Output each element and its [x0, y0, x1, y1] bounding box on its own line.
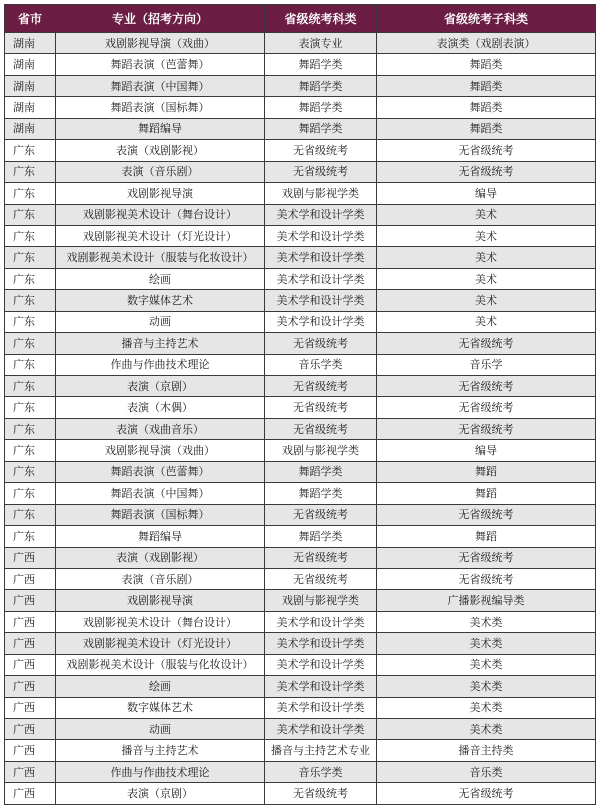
cell-province: 广东 — [5, 397, 56, 418]
table-body — [5, 33, 596, 805]
table-row — [5, 697, 596, 718]
cell-exam-subcategory: 舞蹈 — [377, 461, 596, 482]
cell-exam-subcategory: 美术类 — [377, 611, 596, 632]
cell-exam-subcategory: 无省级统考 — [377, 161, 596, 182]
cell-province: 广东 — [5, 354, 56, 375]
cell-major: 舞蹈表演（芭蕾舞） — [56, 54, 265, 75]
cell-province: 湖南 — [5, 33, 56, 54]
cell-major: 舞蹈编导 — [56, 118, 265, 139]
cell-major: 戏剧影视美术设计（服装与化妆设计） — [56, 654, 265, 675]
cell-exam-subcategory: 美术类 — [377, 654, 596, 675]
table-row — [5, 161, 596, 182]
cell-exam-category: 音乐学类 — [265, 761, 377, 782]
table-row — [5, 568, 596, 589]
cell-province: 广东 — [5, 311, 56, 332]
cell-exam-category: 美术学和设计学类 — [265, 697, 377, 718]
cell-province: 广东 — [5, 204, 56, 225]
cell-major: 动画 — [56, 719, 265, 740]
cell-exam-category: 舞蹈学类 — [265, 118, 377, 139]
table-row — [5, 526, 596, 547]
cell-exam-category: 舞蹈学类 — [265, 483, 377, 504]
cell-major: 舞蹈表演（中国舞） — [56, 75, 265, 96]
cell-exam-subcategory: 舞蹈 — [377, 483, 596, 504]
table-row — [5, 354, 596, 375]
cell-province: 广东 — [5, 140, 56, 161]
cell-exam-subcategory: 美术类 — [377, 633, 596, 654]
cell-exam-category: 美术学和设计学类 — [265, 611, 377, 632]
cell-exam-subcategory: 无省级统考 — [377, 418, 596, 439]
cell-major: 数字媒体艺术 — [56, 290, 265, 311]
cell-exam-category: 舞蹈学类 — [265, 75, 377, 96]
cell-exam-subcategory: 播音主持类 — [377, 740, 596, 761]
cell-major: 表演（音乐剧） — [56, 568, 265, 589]
table-row — [5, 547, 596, 568]
table-row — [5, 719, 596, 740]
admissions-table — [4, 4, 596, 805]
cell-exam-category: 戏剧与影视学类 — [265, 440, 377, 461]
cell-province: 广西 — [5, 654, 56, 675]
cell-exam-category: 无省级统考 — [265, 161, 377, 182]
cell-major: 播音与主持艺术 — [56, 740, 265, 761]
cell-exam-subcategory: 无省级统考 — [377, 397, 596, 418]
cell-major: 播音与主持艺术 — [56, 333, 265, 354]
cell-province: 广东 — [5, 247, 56, 268]
cell-exam-subcategory: 美术 — [377, 311, 596, 332]
cell-exam-category: 舞蹈学类 — [265, 526, 377, 547]
cell-major: 舞蹈表演（国标舞） — [56, 504, 265, 525]
cell-exam-category: 美术学和设计学类 — [265, 247, 377, 268]
cell-province: 广西 — [5, 761, 56, 782]
cell-province: 广西 — [5, 719, 56, 740]
table-row — [5, 311, 596, 332]
table-row — [5, 590, 596, 611]
table-row — [5, 440, 596, 461]
cell-exam-category: 美术学和设计学类 — [265, 225, 377, 246]
cell-exam-subcategory: 无省级统考 — [377, 783, 596, 804]
table-row — [5, 247, 596, 268]
cell-exam-subcategory: 美术类 — [377, 676, 596, 697]
cell-major: 戏剧影视美术设计（舞台设计） — [56, 611, 265, 632]
cell-major: 绘画 — [56, 676, 265, 697]
cell-province: 广东 — [5, 461, 56, 482]
cell-major: 表演（音乐剧） — [56, 161, 265, 182]
table-row — [5, 611, 596, 632]
cell-exam-subcategory: 美术 — [377, 204, 596, 225]
table-row — [5, 740, 596, 761]
cell-exam-category: 无省级统考 — [265, 504, 377, 525]
cell-exam-subcategory: 美术 — [377, 268, 596, 289]
cell-exam-category: 无省级统考 — [265, 333, 377, 354]
cell-exam-category: 美术学和设计学类 — [265, 268, 377, 289]
cell-major: 表演（戏剧影视） — [56, 547, 265, 568]
cell-major: 戏剧影视导演（戏曲） — [56, 33, 265, 54]
header-exam-category: 省级统考科类 — [265, 5, 377, 33]
cell-exam-subcategory: 美术类 — [377, 719, 596, 740]
cell-province: 广西 — [5, 783, 56, 804]
header-row — [5, 5, 596, 33]
cell-province: 广西 — [5, 590, 56, 611]
cell-exam-subcategory: 无省级统考 — [377, 568, 596, 589]
cell-exam-category: 美术学和设计学类 — [265, 719, 377, 740]
cell-exam-category: 表演专业 — [265, 33, 377, 54]
cell-major: 戏剧影视美术设计（灯光设计） — [56, 633, 265, 654]
cell-major: 表演（木偶） — [56, 397, 265, 418]
cell-province: 广东 — [5, 440, 56, 461]
cell-major: 表演（戏剧影视） — [56, 140, 265, 161]
cell-exam-subcategory: 舞蹈类 — [377, 97, 596, 118]
cell-province: 广东 — [5, 290, 56, 311]
cell-exam-subcategory: 无省级统考 — [377, 504, 596, 525]
cell-major: 作曲与作曲技术理论 — [56, 761, 265, 782]
cell-major: 表演（京剧） — [56, 783, 265, 804]
cell-exam-subcategory: 舞蹈类 — [377, 118, 596, 139]
cell-major: 数字媒体艺术 — [56, 697, 265, 718]
table-row — [5, 761, 596, 782]
table-row — [5, 376, 596, 397]
cell-exam-subcategory: 舞蹈 — [377, 526, 596, 547]
cell-exam-category: 无省级统考 — [265, 140, 377, 161]
cell-province: 广西 — [5, 633, 56, 654]
cell-province: 广东 — [5, 504, 56, 525]
table-row — [5, 397, 596, 418]
cell-exam-category: 无省级统考 — [265, 783, 377, 804]
table-row — [5, 418, 596, 439]
cell-major: 舞蹈编导 — [56, 526, 265, 547]
cell-major: 戏剧影视美术设计（服装与化妆设计） — [56, 247, 265, 268]
cell-major: 动画 — [56, 311, 265, 332]
cell-exam-subcategory: 无省级统考 — [377, 376, 596, 397]
table-row — [5, 633, 596, 654]
cell-major: 戏剧影视美术设计（灯光设计） — [56, 225, 265, 246]
table-row — [5, 783, 596, 804]
cell-exam-category: 美术学和设计学类 — [265, 676, 377, 697]
table-row — [5, 183, 596, 204]
cell-major: 戏剧影视导演（戏曲） — [56, 440, 265, 461]
cell-province: 湖南 — [5, 75, 56, 96]
cell-province: 广东 — [5, 183, 56, 204]
admissions-table-container — [4, 4, 595, 805]
cell-exam-category: 音乐学类 — [265, 354, 377, 375]
table-row — [5, 676, 596, 697]
cell-exam-subcategory: 无省级统考 — [377, 547, 596, 568]
table-row — [5, 461, 596, 482]
table-header — [5, 5, 596, 33]
table-row — [5, 225, 596, 246]
table-row — [5, 333, 596, 354]
cell-exam-subcategory: 美术 — [377, 247, 596, 268]
cell-exam-category: 无省级统考 — [265, 418, 377, 439]
cell-exam-subcategory: 美术类 — [377, 697, 596, 718]
cell-province: 广东 — [5, 418, 56, 439]
cell-province: 广东 — [5, 483, 56, 504]
header-province: 省市 — [5, 5, 56, 33]
table-row — [5, 290, 596, 311]
cell-exam-category: 舞蹈学类 — [265, 97, 377, 118]
cell-exam-subcategory: 广播影视编导类 — [377, 590, 596, 611]
cell-exam-subcategory: 编导 — [377, 183, 596, 204]
cell-exam-category: 美术学和设计学类 — [265, 290, 377, 311]
cell-exam-category: 舞蹈学类 — [265, 461, 377, 482]
cell-exam-category: 美术学和设计学类 — [265, 311, 377, 332]
cell-province: 广西 — [5, 611, 56, 632]
cell-exam-subcategory: 无省级统考 — [377, 140, 596, 161]
cell-exam-category: 美术学和设计学类 — [265, 633, 377, 654]
cell-exam-subcategory: 表演类（戏剧表演） — [377, 33, 596, 54]
cell-province: 广西 — [5, 740, 56, 761]
table-row — [5, 654, 596, 675]
cell-exam-category: 播音与主持艺术专业 — [265, 740, 377, 761]
cell-exam-category: 无省级统考 — [265, 376, 377, 397]
cell-major: 作曲与作曲技术理论 — [56, 354, 265, 375]
cell-exam-subcategory: 舞蹈类 — [377, 75, 596, 96]
cell-province: 广东 — [5, 268, 56, 289]
table-row — [5, 54, 596, 75]
cell-major: 表演（京剧） — [56, 376, 265, 397]
cell-province: 广东 — [5, 225, 56, 246]
cell-exam-subcategory: 美术 — [377, 290, 596, 311]
cell-exam-subcategory: 舞蹈类 — [377, 54, 596, 75]
cell-major: 绘画 — [56, 268, 265, 289]
cell-exam-category: 无省级统考 — [265, 397, 377, 418]
cell-exam-subcategory: 编导 — [377, 440, 596, 461]
cell-exam-subcategory: 音乐学 — [377, 354, 596, 375]
cell-exam-category: 美术学和设计学类 — [265, 654, 377, 675]
cell-major: 表演（戏曲音乐） — [56, 418, 265, 439]
cell-major: 舞蹈表演（中国舞） — [56, 483, 265, 504]
cell-major: 舞蹈表演（芭蕾舞） — [56, 461, 265, 482]
header-major: 专业（招考方向） — [56, 5, 265, 33]
cell-province: 广西 — [5, 547, 56, 568]
cell-major: 戏剧影视美术设计（舞台设计） — [56, 204, 265, 225]
table-row — [5, 504, 596, 525]
cell-province: 湖南 — [5, 118, 56, 139]
table-row — [5, 75, 596, 96]
cell-exam-category: 无省级统考 — [265, 568, 377, 589]
cell-province: 广东 — [5, 333, 56, 354]
cell-major: 戏剧影视导演 — [56, 590, 265, 611]
cell-major: 舞蹈表演（国标舞） — [56, 97, 265, 118]
cell-exam-subcategory: 美术 — [377, 225, 596, 246]
table-row — [5, 204, 596, 225]
cell-exam-category: 美术学和设计学类 — [265, 204, 377, 225]
table-row — [5, 97, 596, 118]
header-exam-subcategory: 省级统考子科类 — [377, 5, 596, 33]
cell-exam-subcategory: 音乐类 — [377, 761, 596, 782]
cell-exam-category: 舞蹈学类 — [265, 54, 377, 75]
cell-province: 广东 — [5, 526, 56, 547]
cell-province: 广西 — [5, 697, 56, 718]
cell-province: 广东 — [5, 376, 56, 397]
table-row — [5, 268, 596, 289]
cell-exam-subcategory: 无省级统考 — [377, 333, 596, 354]
cell-exam-category: 戏剧与影视学类 — [265, 183, 377, 204]
cell-province: 湖南 — [5, 97, 56, 118]
table-row — [5, 118, 596, 139]
cell-exam-category: 无省级统考 — [265, 547, 377, 568]
cell-province: 湖南 — [5, 54, 56, 75]
cell-province: 广东 — [5, 161, 56, 182]
table-row — [5, 33, 596, 54]
cell-province: 广西 — [5, 568, 56, 589]
cell-major: 戏剧影视导演 — [56, 183, 265, 204]
table-row — [5, 140, 596, 161]
cell-exam-category: 戏剧与影视学类 — [265, 590, 377, 611]
table-row — [5, 483, 596, 504]
cell-province: 广西 — [5, 676, 56, 697]
